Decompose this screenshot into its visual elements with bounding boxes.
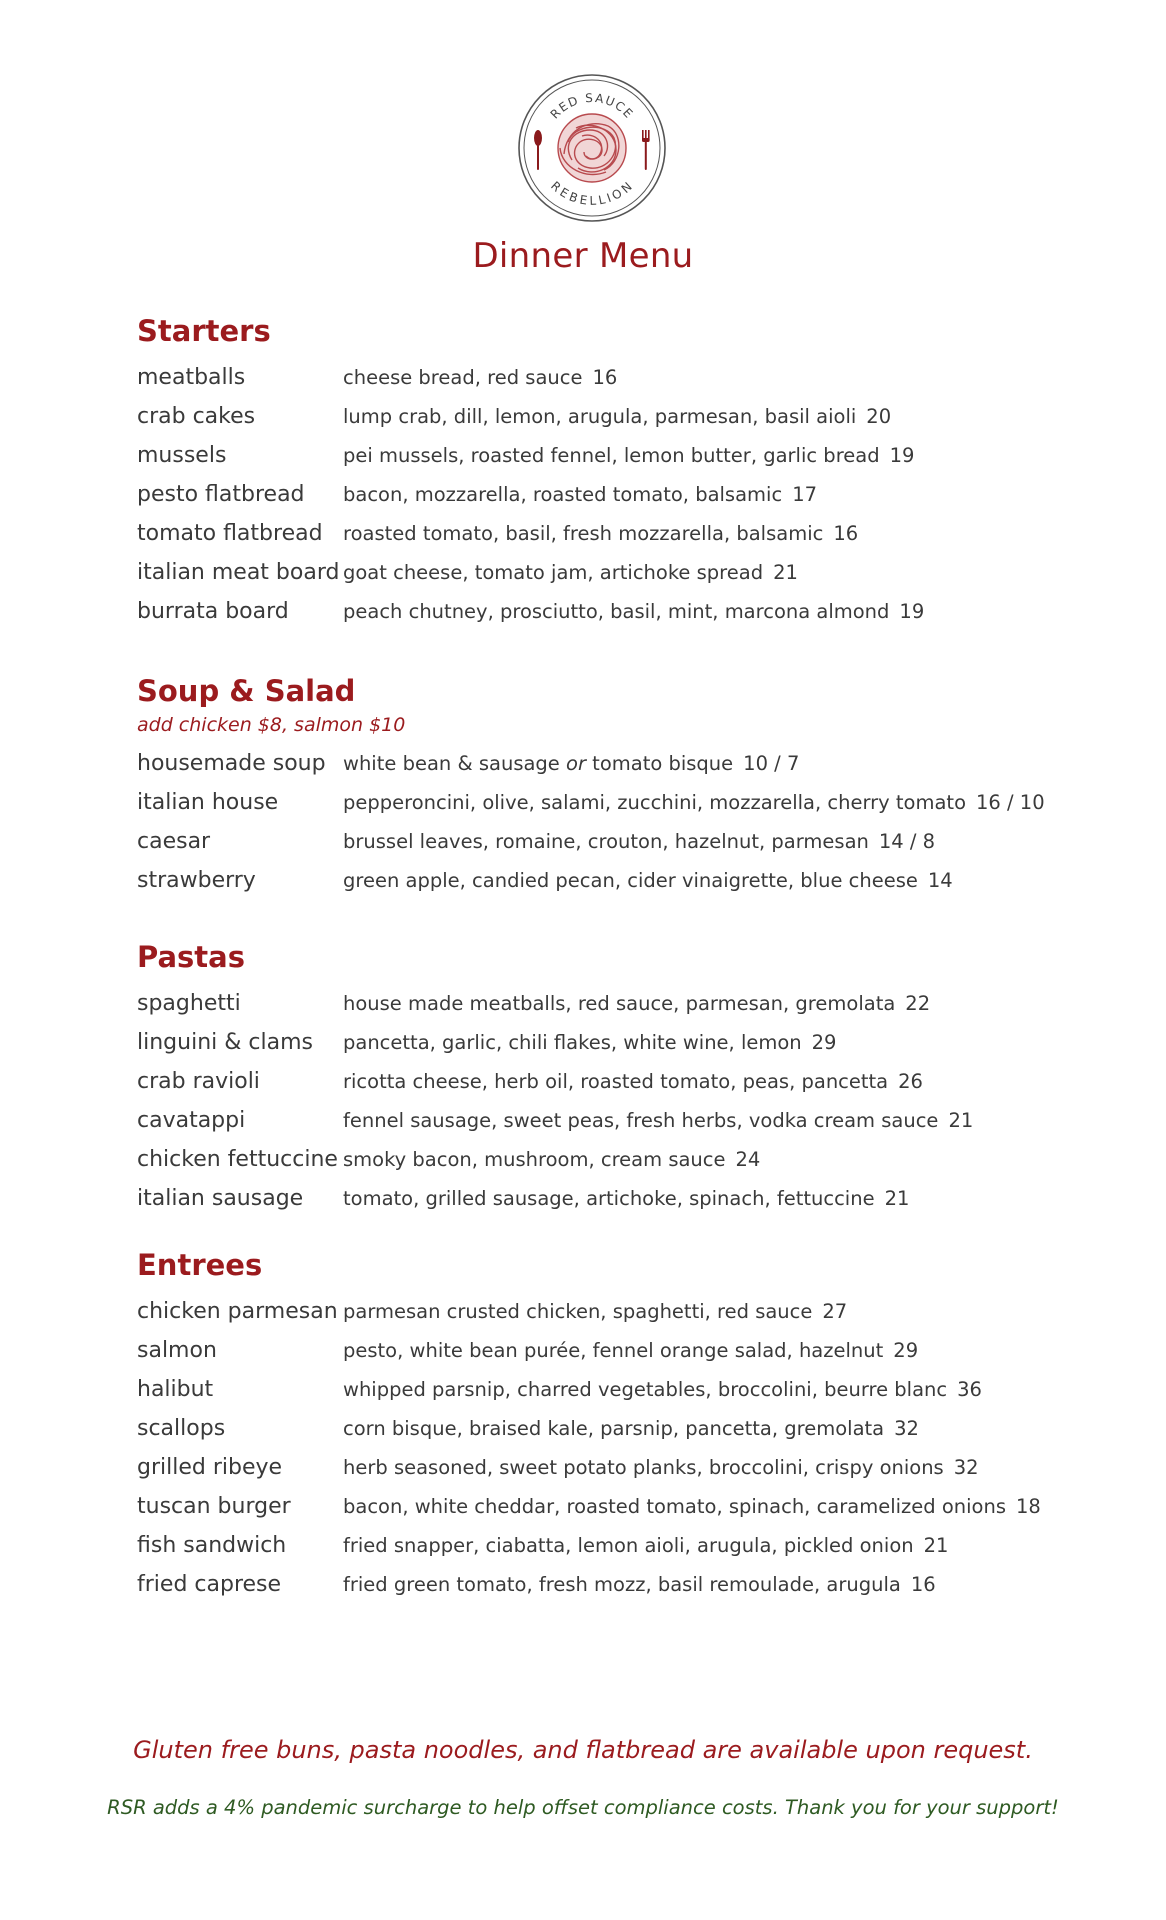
item-name: scallops [137, 1416, 226, 1441]
item-description: pancetta, garlic, chili flakes, white wine, lemon 29 [343, 1031, 837, 1054]
item-description: bacon, mozzarella, roasted tomato, balsamic 17 [343, 483, 818, 506]
section-title: Pastas [137, 940, 245, 974]
section-pastas [137, 936, 1097, 1218]
item-name: fried caprese [137, 1572, 282, 1597]
section-entrees [137, 1244, 1097, 1604]
item-description: green apple, candied pecan, cider vinaigrette, blue cheese 14 [343, 869, 953, 892]
item-description: cheese bread, red sauce 16 [343, 366, 618, 389]
item-name: grilled ribeye [137, 1455, 283, 1480]
item-description: pesto, white bean purée, fennel orange salad, hazelnut 29 [343, 1339, 919, 1362]
gluten-free-note: Gluten free buns, pasta noodles, and flatbread are available upon request. [133, 1736, 1033, 1764]
menu-item [137, 1526, 1097, 1565]
item-description: lump crab, dill, lemon, arugula, parmesan, basil aioli 20 [343, 405, 892, 428]
item-price: 21 [884, 1187, 910, 1210]
item-price: 16 [592, 366, 618, 389]
menu-item [137, 744, 1097, 783]
item-name: spaghetti [137, 991, 241, 1016]
menu-item [137, 1331, 1097, 1370]
item-description: roasted tomato, basil, fresh mozzarella, balsamic 16 [343, 522, 859, 545]
item-name: cavatappi [137, 1108, 246, 1133]
menu-item [137, 1179, 1097, 1218]
item-name: chicken parmesan [137, 1299, 338, 1324]
menu-item [137, 1565, 1097, 1604]
item-price: 27 [822, 1300, 848, 1323]
item-name: burrata board [137, 599, 289, 624]
item-description: smoky bacon, mushroom, cream sauce 24 [343, 1148, 761, 1171]
item-description: ricotta cheese, herb oil, roasted tomato, peas, pancetta 26 [343, 1070, 923, 1093]
section-starters [137, 310, 1097, 631]
section-title: Entrees [137, 1248, 263, 1282]
menu-item [137, 358, 1097, 397]
item-description: house made meatballs, red sauce, parmesan, gremolata 22 [343, 992, 931, 1015]
item-name: meatballs [137, 365, 246, 390]
item-description: fried snapper, ciabatta, lemon aioli, arugula, pickled onion 21 [343, 1534, 949, 1557]
item-name: caesar [137, 829, 211, 854]
item-name: crab cakes [137, 404, 256, 429]
item-name: mussels [137, 443, 227, 468]
menu-item [137, 1023, 1097, 1062]
menu-item [137, 553, 1097, 592]
item-description: herb seasoned, sweet potato planks, broccolini, crispy onions 32 [343, 1456, 979, 1479]
item-description: goat cheese, tomato jam, artichoke spread 21 [343, 561, 798, 584]
item-name: salmon [137, 1338, 217, 1363]
menu-item [137, 861, 1097, 900]
item-description: fried green tomato, fresh mozz, basil remoulade, arugula 16 [343, 1573, 936, 1596]
item-description: parmesan crusted chicken, spaghetti, red sauce 27 [343, 1300, 848, 1323]
item-description: brussel leaves, romaine, crouton, hazelnut, parmesan 14 / 8 [343, 830, 936, 853]
menu-item [137, 514, 1097, 553]
menu-item [137, 1487, 1097, 1526]
item-description: fennel sausage, sweet peas, fresh herbs, vodka cream sauce 21 [343, 1109, 974, 1132]
item-name: pesto flatbread [137, 482, 305, 507]
menu-item [137, 475, 1097, 514]
fork-icon [642, 130, 650, 170]
item-price: 36 [957, 1378, 982, 1401]
section-title: Soup & Salad [137, 674, 356, 708]
item-price: 16 [910, 1573, 936, 1596]
logo-top-text: RED SAUCE [547, 90, 637, 122]
item-description: tomato, grilled sausage, artichoke, spinach, fettuccine 21 [343, 1187, 910, 1210]
menu-item [137, 1370, 1097, 1409]
menu-item [137, 1062, 1097, 1101]
item-price: 21 [923, 1534, 949, 1557]
menu-item [137, 984, 1097, 1023]
surcharge-note: RSR adds a 4% pandemic surcharge to help offset compliance costs. Thank you for your support! [107, 1796, 1059, 1819]
item-price: 26 [898, 1070, 923, 1093]
item-price: 16 [833, 522, 859, 545]
menu-item [137, 1409, 1097, 1448]
menu-item [137, 1101, 1097, 1140]
item-description: peach chutney, prosciutto, basil, mint, marcona almond 19 [343, 600, 925, 623]
item-description: white bean & sausage or tomato bisque 10 / 7 [343, 752, 800, 775]
item-description: pei mussels, roasted fennel, lemon butter, garlic bread 19 [343, 444, 915, 467]
item-name: crab ravioli [137, 1069, 260, 1094]
item-price: 29 [893, 1339, 919, 1362]
red-sauce-rebellion-logo [516, 72, 668, 224]
item-description: corn bisque, braised kale, parsnip, pancetta, gremolata 32 [343, 1417, 919, 1440]
menu-item [137, 1448, 1097, 1487]
item-name: italian meat board [137, 560, 340, 585]
item-name: linguini & clams [137, 1030, 313, 1055]
item-name: fish sandwich [137, 1533, 287, 1558]
item-description: pepperoncini, olive, salami, zucchini, mozzarella, cherry tomato 16 / 10 [343, 791, 1045, 814]
menu-item [137, 397, 1097, 436]
spoon-icon [534, 130, 542, 170]
item-name: chicken fettuccine [137, 1147, 338, 1172]
item-name: italian house [137, 790, 279, 815]
menu-item [137, 592, 1097, 631]
item-price: 21 [948, 1109, 974, 1132]
item-price: 32 [953, 1456, 979, 1479]
menu-item [137, 436, 1097, 475]
item-name: tuscan burger [137, 1494, 291, 1519]
item-price: 19 [889, 444, 915, 467]
page-title: Dinner Menu [472, 236, 694, 276]
item-description: whipped parsnip, charred vegetables, broccolini, beurre blanc 36 [343, 1378, 982, 1401]
item-price: 24 [735, 1148, 761, 1171]
item-price: 14 [927, 869, 953, 892]
item-name: italian sausage [137, 1186, 304, 1211]
item-price: 14 / 8 [878, 830, 936, 853]
item-price: 20 [866, 405, 892, 428]
menu-item [137, 822, 1097, 861]
item-name: strawberry [137, 868, 256, 893]
item-price: 22 [905, 992, 931, 1015]
item-price: 29 [811, 1031, 837, 1054]
item-price: 21 [773, 561, 798, 584]
item-price: 32 [894, 1417, 919, 1440]
item-price: 19 [899, 600, 925, 623]
item-price: 18 [1016, 1495, 1041, 1518]
item-description: bacon, white cheddar, roasted tomato, spinach, caramelized onions 18 [343, 1495, 1041, 1518]
item-name: housemade soup [137, 751, 326, 776]
menu-item [137, 1140, 1097, 1179]
item-price: 16 / 10 [976, 791, 1045, 814]
section-note: add chicken $8, salmon $10 [137, 714, 406, 736]
item-name: halibut [137, 1377, 214, 1402]
section-soup-salad [137, 670, 1097, 900]
menu-item [137, 783, 1097, 822]
item-name: tomato flatbread [137, 521, 323, 546]
section-title: Starters [137, 314, 271, 348]
logo-bottom-text: REBELLION [548, 178, 636, 208]
menu-item [137, 1292, 1097, 1331]
item-price: 10 / 7 [743, 752, 800, 775]
item-price: 17 [792, 483, 818, 506]
